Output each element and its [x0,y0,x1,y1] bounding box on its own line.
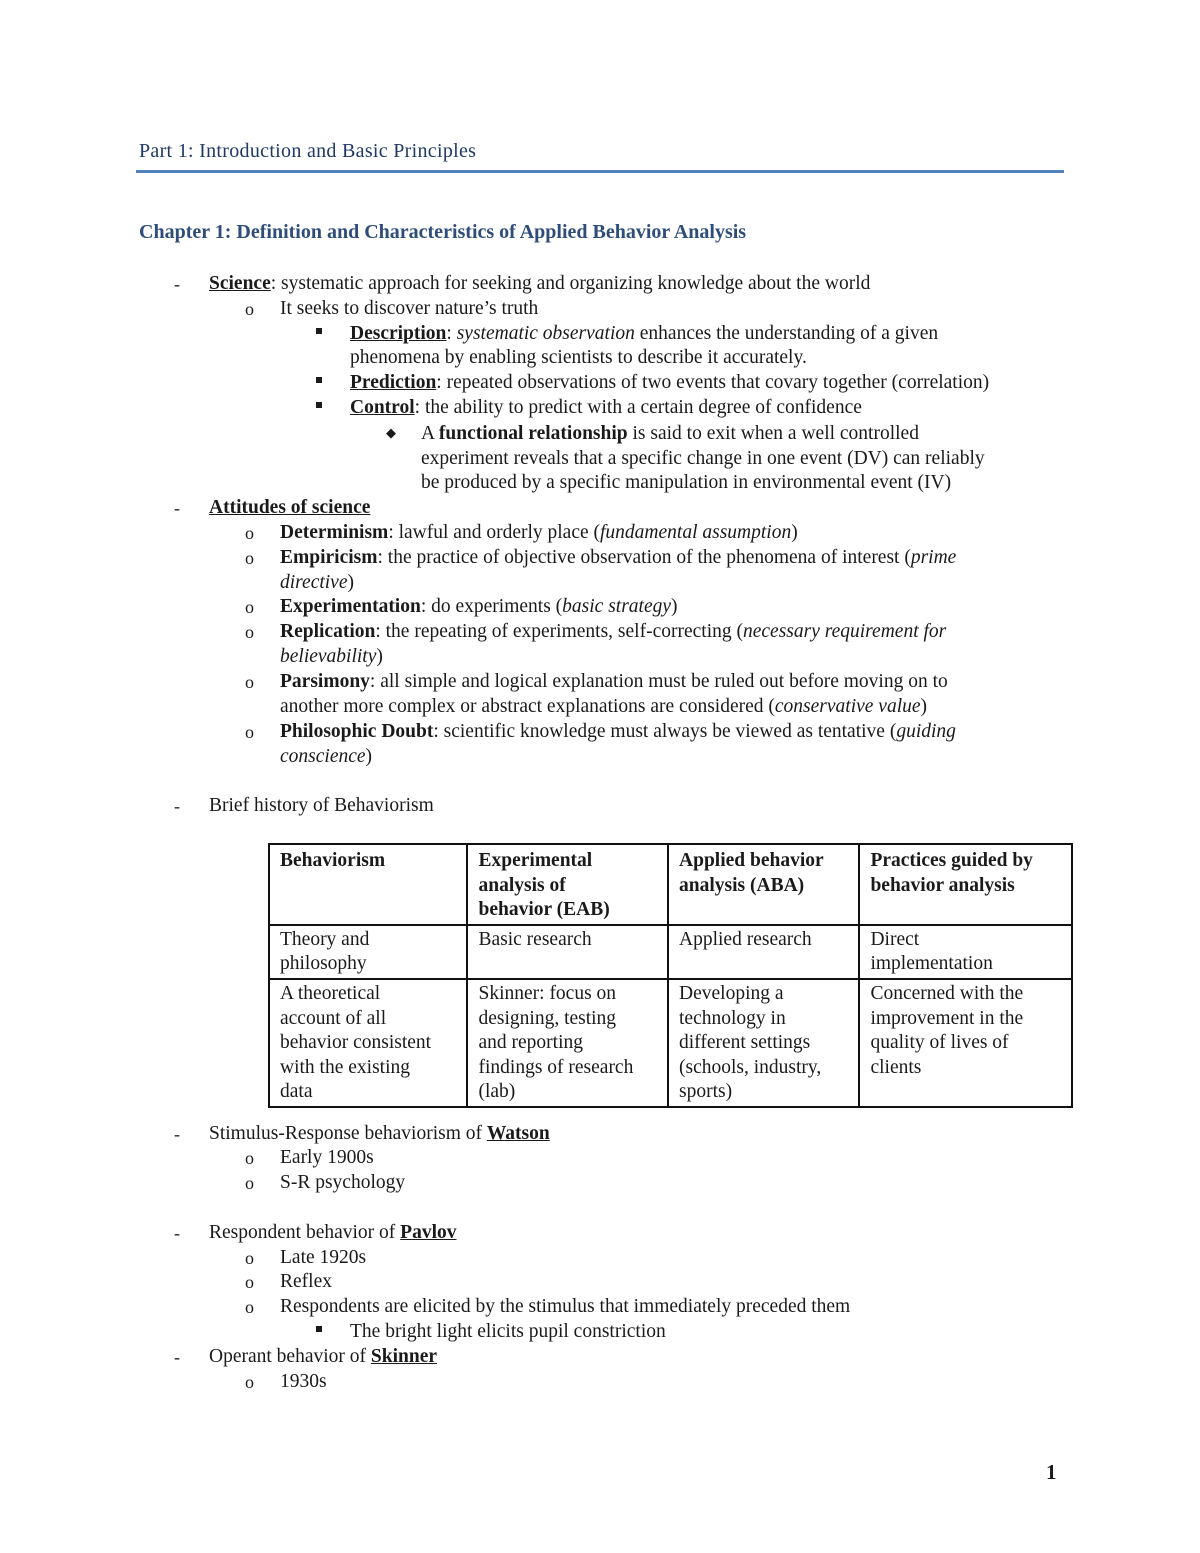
cell-line: findings of research [478,1056,634,1078]
cell-line: improvement in the [870,1007,1024,1029]
cell-line: technology in [679,1007,786,1029]
empiricism-italic: directive [280,572,348,593]
circle-bullet: o [245,1248,254,1268]
dash-bullet: - [174,274,180,294]
attitudes-title-text: Attitudes of science [209,497,371,518]
table-cell [668,925,859,979]
doubt-text: : scientific knowledge must always be viewed as tentative ( [433,721,897,742]
cell-line: clients [870,1056,922,1078]
empiricism-text: : the practice of objective observation of the phenomena of interest ( [377,547,911,568]
pavlov-example: The bright light elicits pupil constriction [350,1321,666,1342]
table-cell [269,979,467,1107]
cell-line: Applied behavior [679,850,824,871]
parsimony-item [280,670,948,694]
cell-line: and reporting [478,1032,583,1054]
replication-term: Replication [280,621,376,642]
description-text: enhances the understanding of a given [634,323,939,344]
cell-line: data [280,1081,313,1103]
square-bullet [316,1326,322,1332]
cell-line: philosophy [280,953,367,975]
circle-bullet: o [245,597,254,617]
table-header-row [269,844,1072,925]
skinner-item [209,1345,437,1369]
cell-line: Behaviorism [280,850,386,871]
replication-italic: believability [280,646,377,667]
doubt-term: Philosophic Doubt [280,721,434,742]
prediction-text: : repeated observations of two events that covary together (correlation) [436,372,990,393]
dash-bullet: - [174,498,180,518]
cell-line: (schools, industry, [679,1056,822,1078]
description-sep: : [446,323,457,344]
cell-line: behavior analysis [870,874,1015,896]
pavlov-text: Respondent behavior of [209,1222,401,1243]
skinner-name: Skinner [370,1346,438,1367]
experimentation-term: Experimentation [280,596,421,617]
parsimony-italic: conservative value [774,696,921,717]
watson-sub: S-R psychology [280,1172,406,1193]
pavlov-sub: Reflex [280,1271,332,1292]
parsimony-text: another more complex or abstract explanations are considered ( [280,696,775,717]
diamond-bullet: ◆ [386,425,396,440]
table-cell [467,925,668,979]
description-term: Description [350,323,447,344]
control-item [350,396,862,420]
empiricism-continued [280,571,354,595]
skinner-sub: 1930s [280,1371,327,1392]
square-bullet [316,377,322,383]
circle-bullet: o [245,1272,254,1292]
cell-line: implementation [870,953,993,975]
dash-bullet: - [174,1223,180,1243]
watson-item [209,1122,550,1146]
cell-line: Applied research [679,928,812,950]
description-item [350,322,938,346]
doubt-end: ) [365,746,373,767]
circle-bullet: o [245,672,254,692]
experimentation-end: ) [671,596,678,617]
science-sub: It seeks to discover nature’s truth [280,298,539,319]
cell-line: sports) [679,1081,733,1103]
prediction-item [350,371,989,395]
functional-term: functional relationship [438,423,628,444]
circle-bullet: o [245,299,254,319]
functional-continued: be produced by a specific manipulation in environmental event (IV) [421,472,952,493]
table-row [269,979,1072,1107]
description-italic: systematic observation [456,323,635,344]
replication-text: : the repeating of experiments, self-correcting ( [375,621,743,642]
cell-line: Developing a [679,982,784,1004]
table-header-cell [269,844,467,925]
table-header-cell [859,844,1072,925]
cell-line: analysis (ABA) [679,874,805,896]
circle-bullet: o [245,548,254,568]
history-title: Brief history of Behaviorism [209,795,434,816]
cell-line: analysis of [478,874,566,896]
functional-text: is said to exit when a well controlled [627,423,919,444]
determinism-text: : lawful and orderly place ( [388,522,601,543]
experimentation-item [280,595,678,619]
watson-sub: Early 1900s [280,1147,374,1168]
square-bullet [316,402,322,408]
table-row [269,925,1072,979]
cell-line: (lab) [478,1081,516,1103]
cell-line: different settings [679,1032,811,1054]
cell-line: A theoretical [280,982,381,1004]
cell-line: Direct [870,928,920,950]
parsimony-end: ) [920,696,928,717]
control-term: Control [350,397,415,418]
replication-continued [280,645,383,669]
pavlov-sub: Respondents are elicited by the stimulus that immediately preceded them [280,1296,851,1317]
determinism-term: Determinism [280,522,389,543]
determinism-end: ) [791,522,798,543]
functional-pre: A [421,423,439,444]
parsimony-continued [280,695,927,719]
parsimony-text: : all simple and logical explanation must be ruled out before moving on to [369,671,948,692]
dash-bullet: - [174,1347,180,1367]
cell-line: Practices guided by [870,850,1033,871]
circle-bullet: o [245,622,254,642]
experimentation-text: : do experiments ( [420,596,563,617]
replication-end: ) [376,646,383,667]
table-header-cell [467,844,668,925]
empiricism-italic: prime [910,547,957,568]
doubt-continued [280,745,372,769]
functional-item [421,422,919,446]
circle-bullet: o [245,1148,254,1168]
science-term: Science [209,273,271,294]
empiricism-end: ) [347,572,354,593]
table-cell [859,979,1072,1107]
cell-line: Basic research [478,928,592,950]
watson-name: Watson [486,1123,550,1144]
cell-line: Skinner: focus on [478,982,617,1004]
cell-line: designing, testing [478,1007,617,1029]
doubt-item [280,720,956,744]
circle-bullet: o [245,1173,254,1193]
dash-bullet: - [174,796,180,816]
replication-item [280,620,946,644]
determinism-item [280,521,798,545]
science-item [209,272,870,296]
experimentation-italic: basic strategy [562,596,672,617]
pavlov-name: Pavlov [400,1222,457,1243]
doubt-italic: conscience [280,746,366,767]
functional-continued: experiment reveals that a specific change in one event (DV) can reliably [421,448,985,469]
cell-line: quality of lives of [870,1032,1009,1054]
description-continued: phenomena by enabling scientists to describe it accurately. [350,347,807,368]
empiricism-item [280,546,956,570]
watson-text: Stimulus-Response behaviorism of [209,1123,487,1144]
cell-line: behavior (EAB) [478,899,610,921]
cell-line: Experimental [478,850,593,871]
attitudes-title [209,496,370,520]
skinner-text: Operant behavior of [209,1346,371,1367]
circle-bullet: o [245,722,254,742]
dash-bullet: - [174,1124,180,1144]
circle-bullet: o [245,1372,254,1392]
page-number: 1 [1046,1460,1057,1484]
prediction-term: Prediction [350,372,437,393]
determinism-italic: fundamental assumption [600,522,792,543]
square-bullet [316,328,322,334]
circle-bullet: o [245,1297,254,1317]
science-text: : systematic approach for seeking and organizing knowledge about the world [270,273,871,294]
doubt-italic: guiding [896,721,956,742]
table-header-cell [668,844,859,925]
cell-line: Concerned with the [870,982,1024,1004]
cell-line: Theory and [280,928,370,950]
empiricism-term: Empiricism [280,547,378,568]
chapter-title: Chapter 1: Definition and Characteristics of Applied Behavior Analysis [139,221,747,243]
table-cell [467,979,668,1107]
cell-line: behavior consistent [280,1032,432,1054]
pavlov-item [209,1221,457,1245]
header-rule [136,170,1064,173]
pavlov-sub: Late 1920s [280,1247,367,1268]
behaviorism-table [268,843,1073,1108]
table-cell [859,925,1072,979]
table-cell [668,979,859,1107]
table-cell [269,925,467,979]
part-title: Part 1: Introduction and Basic Principles [139,140,477,162]
cell-line: account of all [280,1007,387,1029]
control-text: : the ability to predict with a certain degree of confidence [414,397,862,418]
circle-bullet: o [245,523,254,543]
cell-line: with the existing [280,1056,410,1078]
replication-italic: necessary requirement for [742,621,947,642]
parsimony-term: Parsimony [280,671,370,692]
